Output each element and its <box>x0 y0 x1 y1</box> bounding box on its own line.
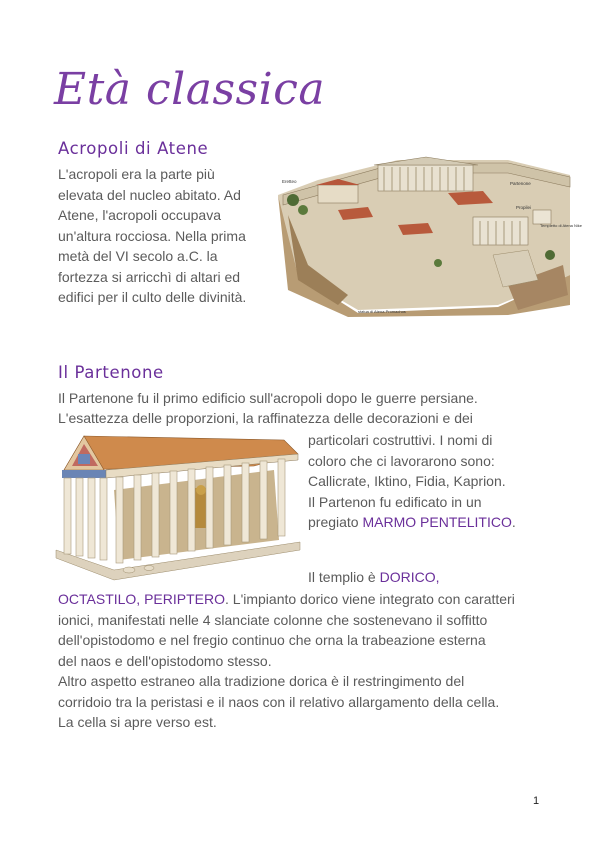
acropoli-paragraph <box>58 164 268 308</box>
partenone-illustration <box>54 430 300 580</box>
text-line <box>308 567 439 588</box>
text-line: corridoio tra la peristasi e il naos con il relativo allargamento della cella. <box>58 693 500 710</box>
text-line <box>58 589 558 610</box>
label-tempietto: Tempietto di Atena Nike <box>540 223 583 228</box>
text-line: fortezza si arricchì di altari ed <box>58 268 241 285</box>
text-line: edifici per il culto delle divinità. <box>58 289 247 305</box>
page-number: 1 <box>533 795 540 807</box>
label-propilei: Propilei <box>516 205 532 210</box>
text-line: Il Partenone fu il primo edificio sull'acropoli dopo le guerre persiane. <box>58 390 478 406</box>
label-partenone: Partenone <box>510 181 531 186</box>
text-span: pregiato <box>308 514 363 530</box>
text-line: coloro che ci lavorarono sono: <box>308 452 495 469</box>
text-line: Atene, l'acropoli occupava <box>58 207 221 223</box>
text-line: L'esattezza delle proporzioni, la raffinatezza delle decorazioni e dei <box>58 410 473 426</box>
text-line: particolari costruttivi. I nomi di <box>308 432 493 448</box>
partenone-paragraph <box>58 589 558 733</box>
heading-partenone: Il Partenone <box>58 363 164 382</box>
text-line <box>308 512 548 533</box>
text-line: un'altura rocciosa. Nella prima <box>58 227 246 244</box>
text-line: L'acropoli era la parte più <box>58 166 215 182</box>
text-line: Callicrate, Iktino, Fidia, Kaprion. <box>308 473 506 489</box>
heading-acropoli: Acropoli di Atene <box>58 139 209 158</box>
label-statua: statua di Atena Promachos <box>358 309 406 314</box>
text-line: metà del VI secolo a.C. la <box>58 248 218 264</box>
side-paragraph <box>308 430 548 533</box>
text-line: Il Partenon fu edificato in un <box>308 493 482 510</box>
octastilo-highlight: OCTASTILO, PERIPTERO <box>58 591 225 607</box>
dorico-highlight: DORICO, <box>379 569 440 585</box>
text-line: ionici, manifestati nelle 4 slanciate colonne che sostenevano il soffitto <box>58 611 488 628</box>
text-span: . L'impianto dorico viene integrato con caratteri <box>225 591 515 607</box>
text-line: Altro aspetto estraneo alla tradizione dorica è il restringimento del <box>58 673 465 689</box>
text-line: elevata del nucleo abitato. Ad <box>58 186 241 203</box>
page-title: Età classica <box>54 64 326 115</box>
text-line: del naos e dell'opistodomo stesso. <box>58 652 272 669</box>
label-eretteo: Eretteo <box>282 179 297 184</box>
marmo-pentelitico: MARMO PENTELITICO <box>362 514 512 530</box>
text-span: . <box>511 514 516 530</box>
acropoli-illustration <box>278 155 583 317</box>
text-line: dell'opistodomo e nel fregio continuo che orna la trabeazione esterna <box>58 632 486 648</box>
text-span: Il templio è <box>308 569 380 585</box>
text-line: La cella si apre verso est. <box>58 714 217 730</box>
